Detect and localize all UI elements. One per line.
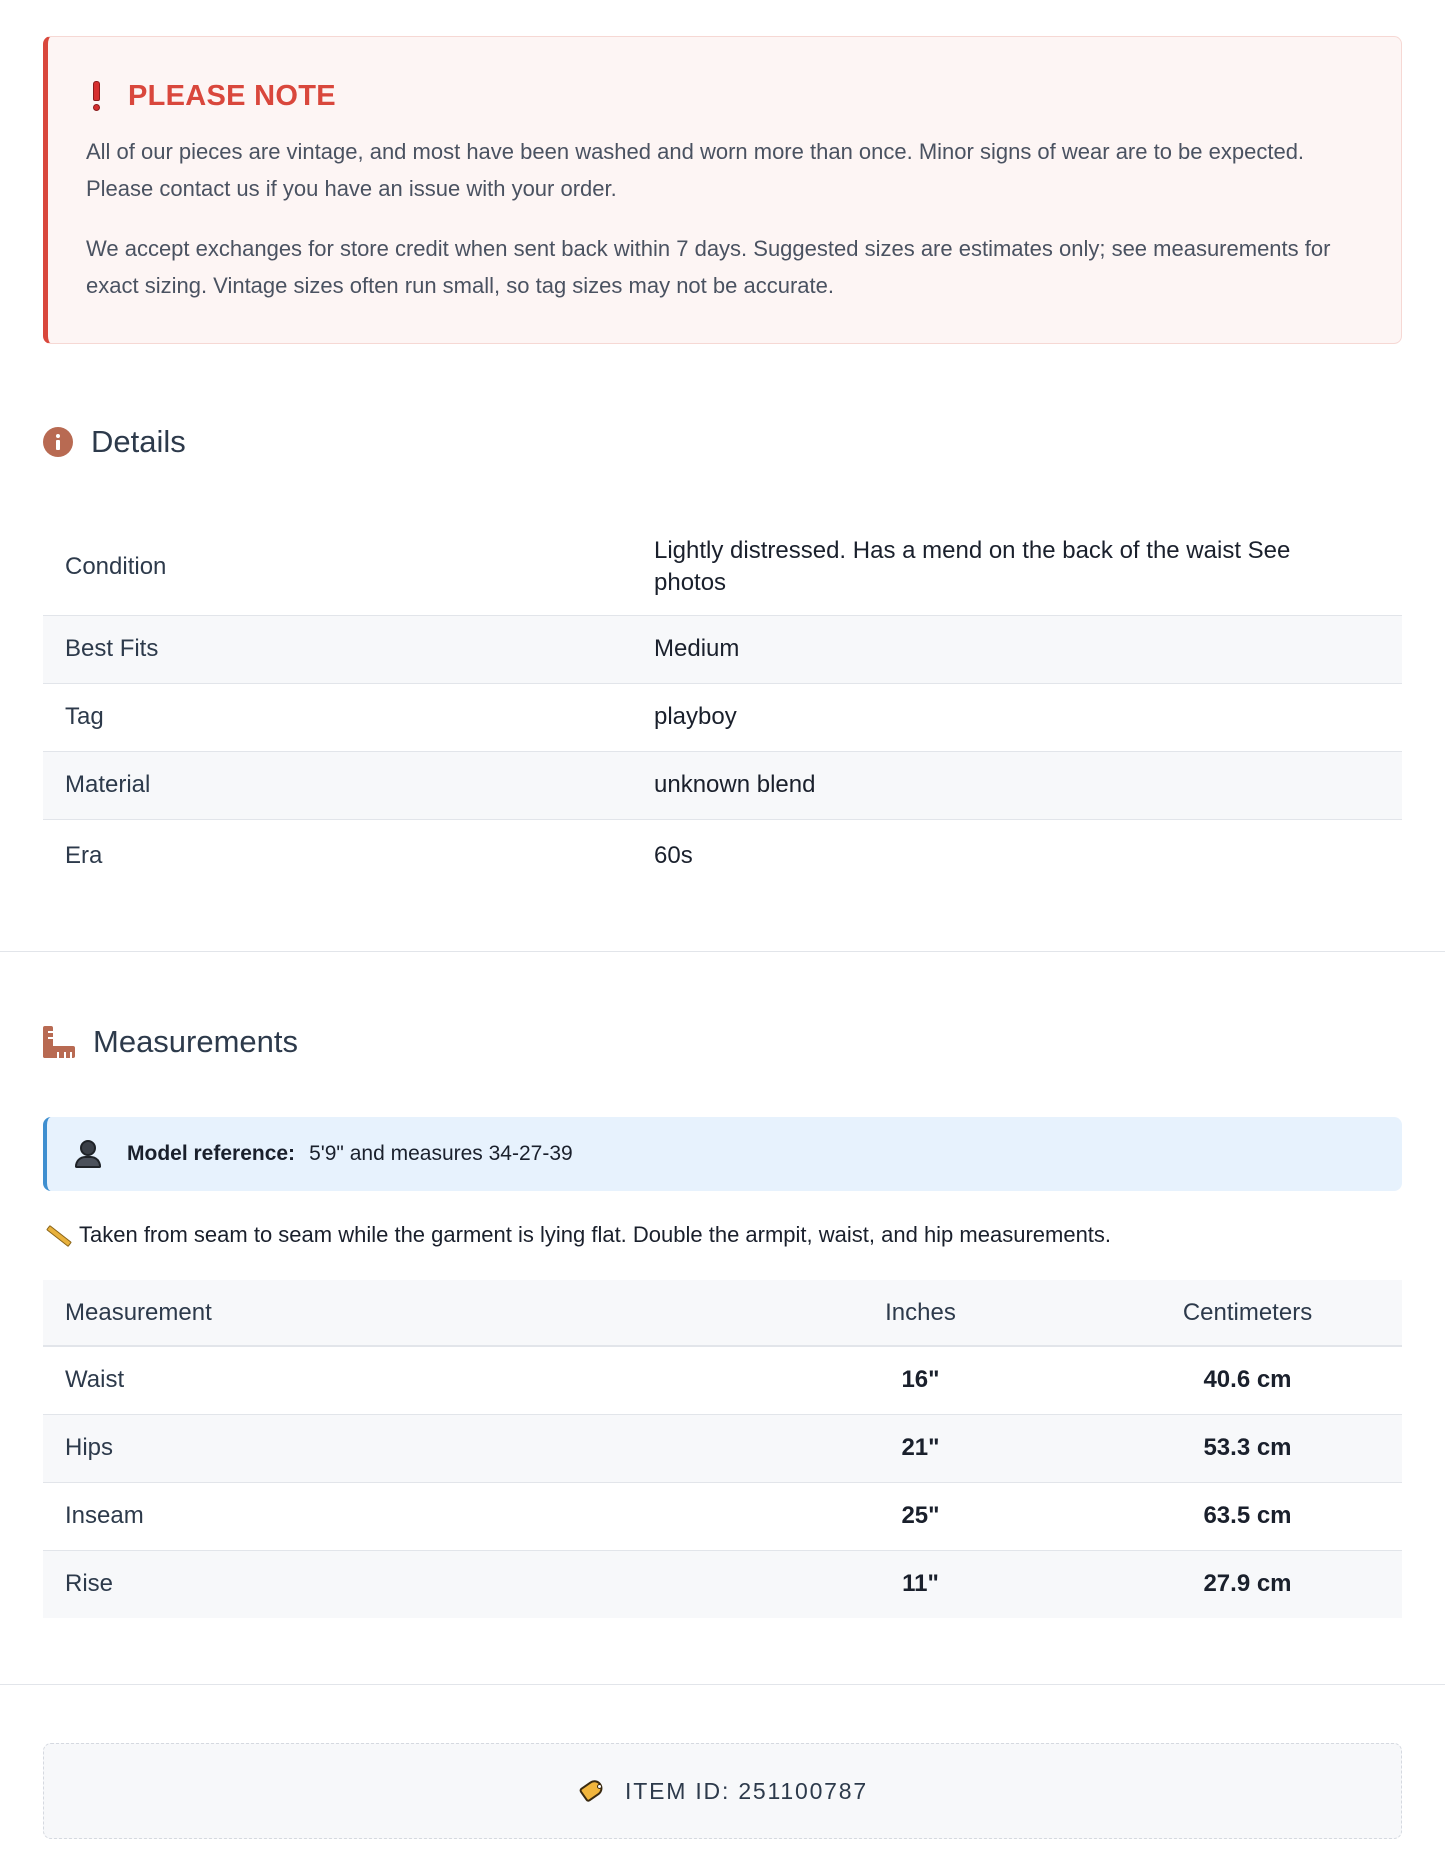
person-icon xyxy=(75,1140,101,1168)
measurement-row xyxy=(43,1414,1402,1482)
measurement-row xyxy=(43,1346,1402,1414)
measurement-row xyxy=(43,1482,1402,1550)
model-reference-value: 5'9" and measures 34-27-39 xyxy=(309,1142,573,1165)
details-title: Details xyxy=(91,424,186,459)
measurement-name: Inseam xyxy=(43,1482,748,1550)
measurement-inches: 25" xyxy=(748,1482,1093,1550)
item-id-box xyxy=(43,1743,1402,1839)
details-table xyxy=(43,519,1402,893)
details-value: unknown blend xyxy=(654,771,816,798)
details-label: Tag xyxy=(65,703,104,730)
measurements-title: Measurements xyxy=(93,1024,299,1059)
section-divider xyxy=(0,951,1445,952)
column-header-measurement: Measurement xyxy=(43,1280,748,1346)
details-value: playboy xyxy=(654,703,737,730)
measurement-note-text: Taken from seam to seam while the garment is lying flat. Double the armpit, waist, and hip measurements. xyxy=(79,1222,1112,1247)
details-label: Condition xyxy=(65,552,167,580)
details-header xyxy=(43,424,186,460)
details-label: Era xyxy=(65,842,103,870)
item-id: ITEM ID: 251100787 xyxy=(625,1777,868,1804)
note-paragraph-1: All of our pieces are vintage, and most have been washed and worn more than once. Minor signs of wear are to be expected. Please contact us if you have an issue with your order. xyxy=(86,139,1305,201)
details-value: 60s xyxy=(654,842,693,870)
measurement-note xyxy=(43,1222,1111,1248)
details-row xyxy=(43,751,1402,819)
measurement-cm: 63.5 cm xyxy=(1093,1482,1402,1550)
note-title: PLEASE NOTE xyxy=(128,79,336,112)
details-row xyxy=(43,819,1402,893)
details-row xyxy=(43,519,1402,615)
note-paragraph-2: We accept exchanges for store credit when sent back within 7 days. Suggested sizes are estimates only; see measurements for exact sizing. Vintage sizes often run small, so tag sizes may not be accurate. xyxy=(86,236,1331,298)
measurement-name: Hips xyxy=(43,1414,748,1482)
measurement-cm: 40.6 cm xyxy=(1093,1346,1402,1414)
column-header-inches: Inches xyxy=(748,1280,1093,1346)
tag-icon xyxy=(577,1778,607,1804)
measurement-row xyxy=(43,1550,1402,1618)
details-row xyxy=(43,615,1402,683)
note-header xyxy=(86,77,1359,115)
measurements-table xyxy=(43,1280,1402,1618)
measurement-inches: 11" xyxy=(748,1550,1093,1618)
measurement-inches: 21" xyxy=(748,1414,1093,1482)
model-reference xyxy=(43,1117,1402,1191)
ruler-icon xyxy=(43,1026,75,1058)
section-divider xyxy=(0,1684,1445,1685)
measurement-name: Rise xyxy=(43,1550,748,1618)
please-note-box xyxy=(43,36,1402,344)
exclamation-icon xyxy=(92,81,101,111)
measurement-name: Waist xyxy=(43,1346,748,1414)
details-value: Medium xyxy=(654,635,740,662)
details-label: Best Fits xyxy=(65,635,159,662)
details-value: Lightly distressed. Has a mend on the back of the waist See photos xyxy=(654,536,1291,596)
measurements-header xyxy=(43,1024,298,1060)
details-row xyxy=(43,683,1402,751)
model-reference-label: Model reference: xyxy=(127,1142,296,1165)
column-header-centimeters: Centimeters xyxy=(1093,1280,1402,1346)
details-label: Material xyxy=(65,771,151,798)
measurements-header-row xyxy=(43,1280,1402,1346)
measurement-cm: 27.9 cm xyxy=(1093,1550,1402,1618)
info-icon xyxy=(43,427,73,457)
measurement-cm: 53.3 cm xyxy=(1093,1414,1402,1482)
ruler-pencil-icon xyxy=(43,1222,73,1248)
measurement-inches: 16" xyxy=(748,1346,1093,1414)
